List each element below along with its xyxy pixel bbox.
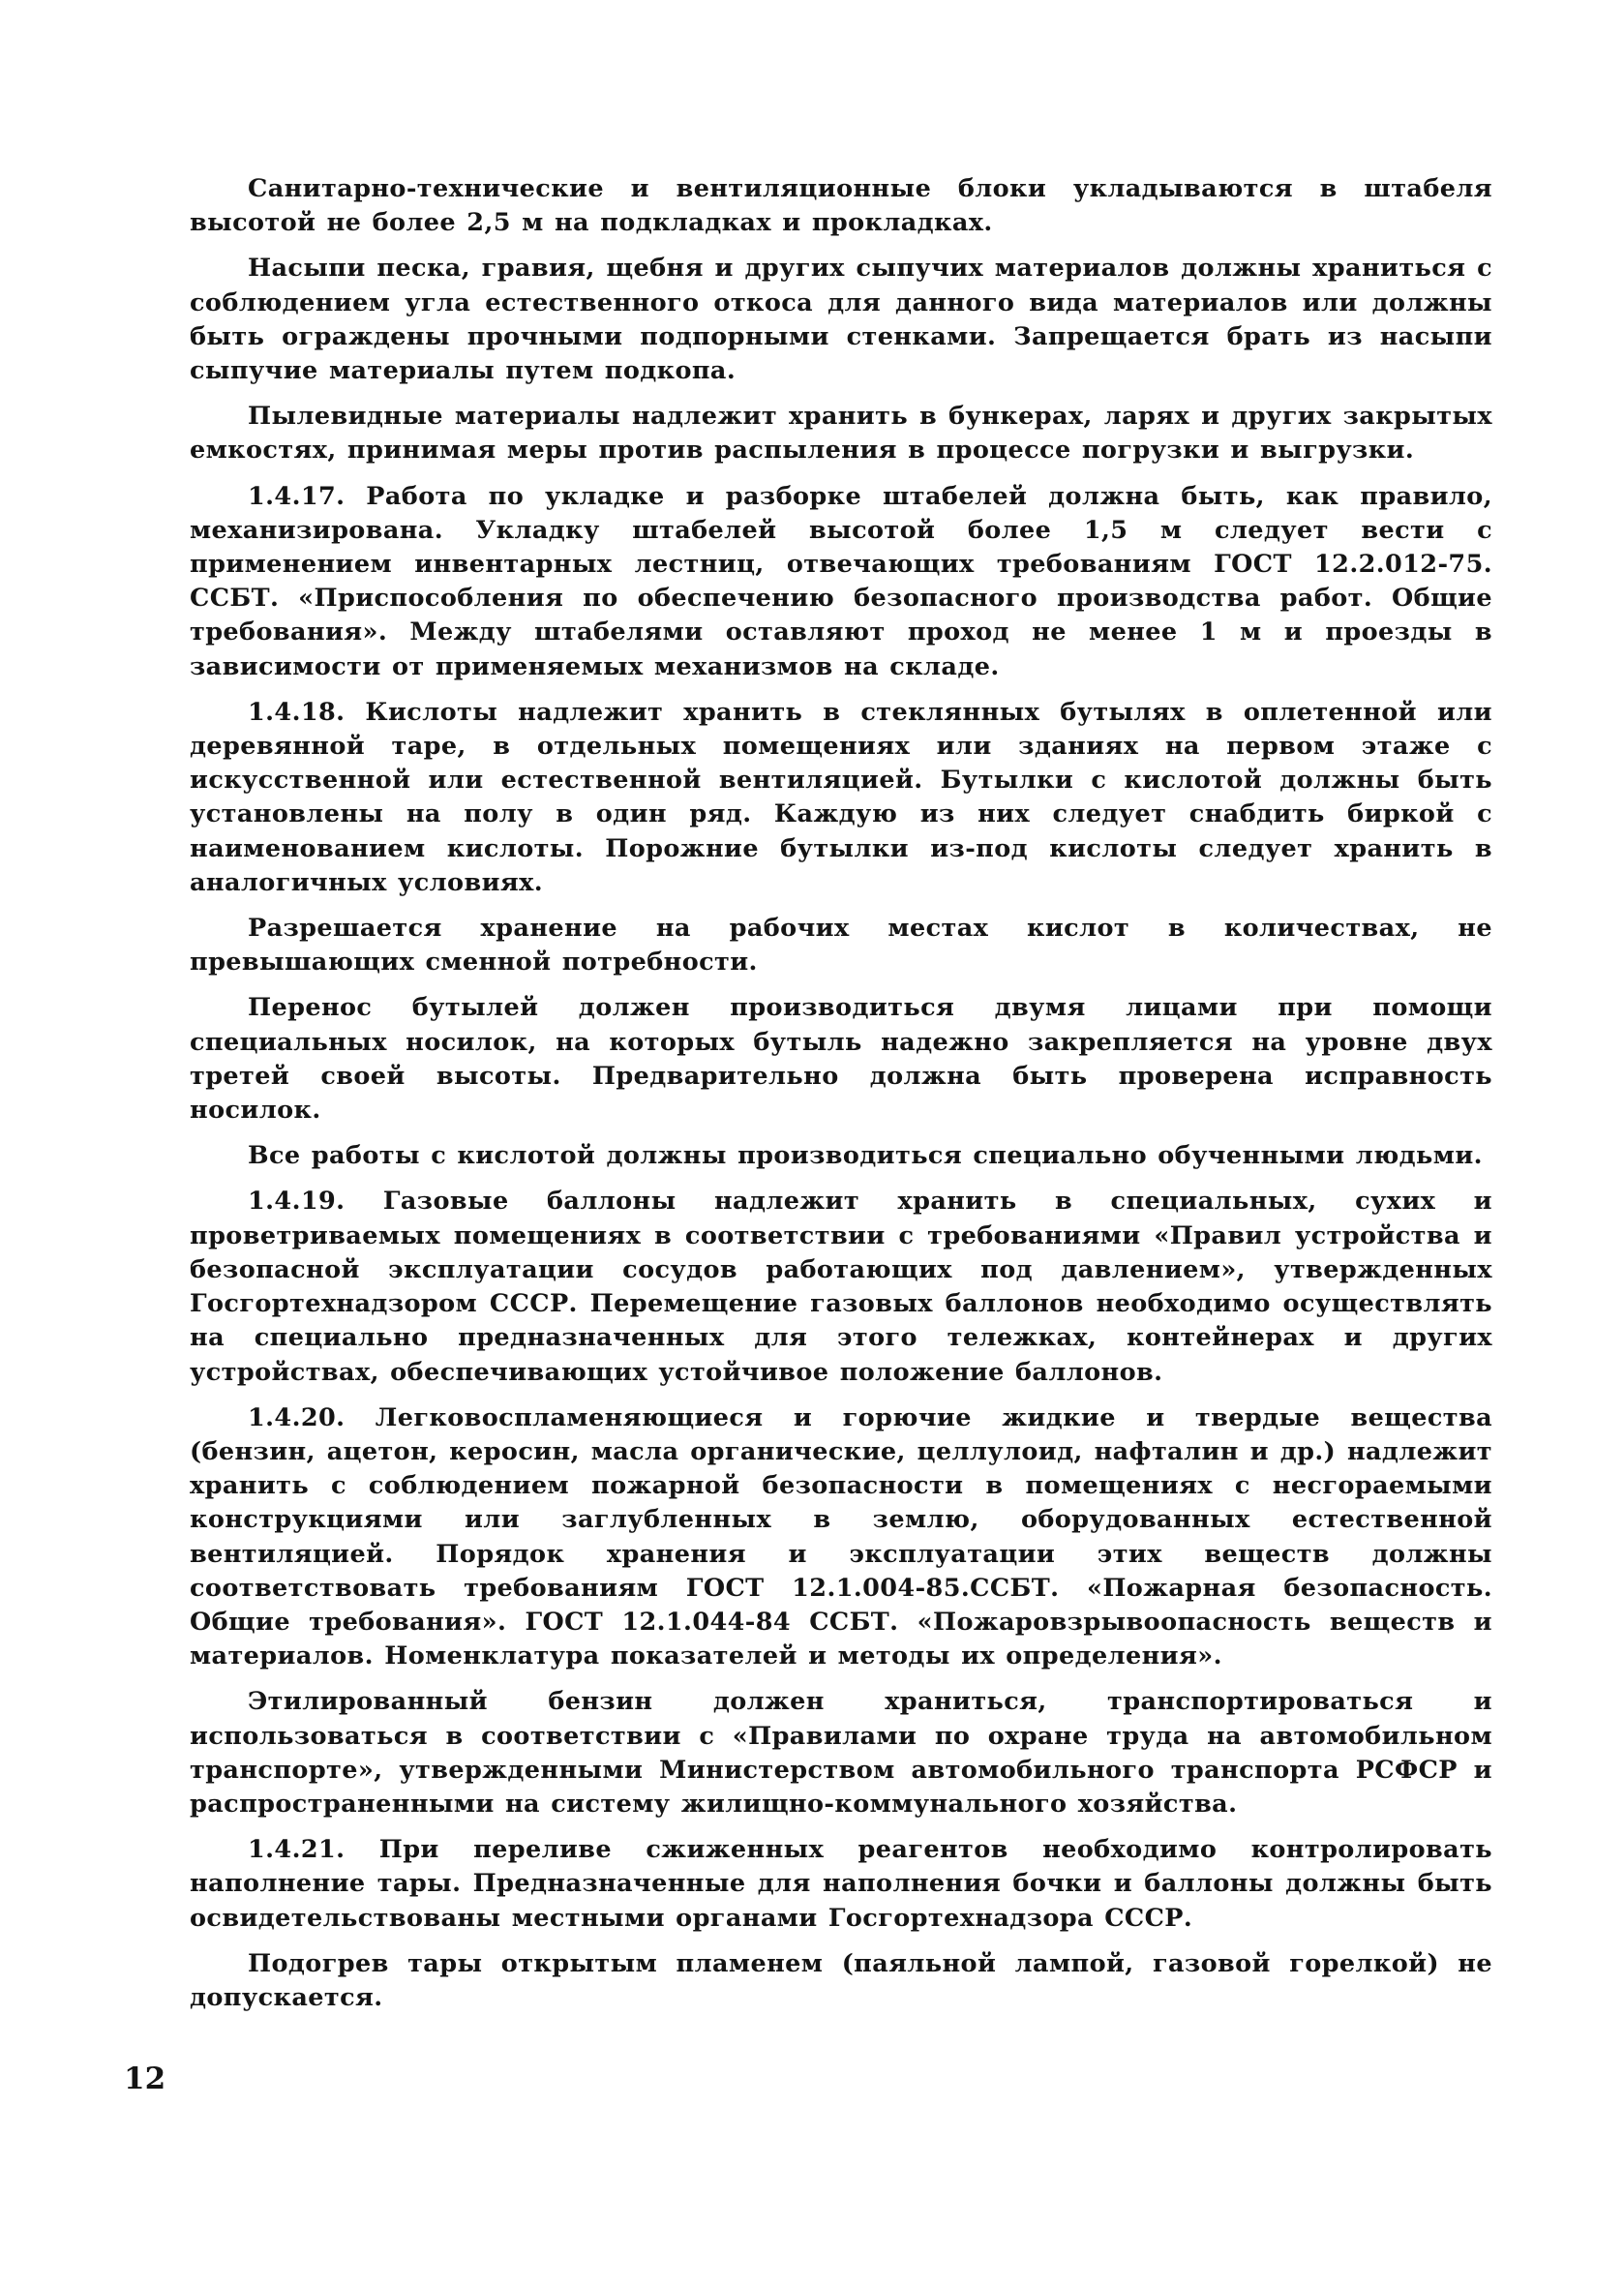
paragraph-1-4-20: 1.4.20. Легковоспламеняющиеся и горючие жидкие и твердые вещества (бензин, ацетон, керосин, масла органические, целлулоид, нафталин и др.) надлежит хранить с соблюдением пожарной безопасности в помещениях с несгораемыми конструкциями или заглубленных в землю, оборудованных естественной вентиляцией. Порядок хранения и эксплуатации этих веществ должны соответствовать требованиям ГОСТ 12.1.004-85.ССБТ. «Пожарная безопасность. Общие требования». ГОСТ 12.1.044-84 ССБТ. «Пожаровзрывоопасность веществ и материалов. Номенклатура показателей и методы их определения».	[190, 1402, 1492, 1671]
paragraph-acid-workers: Все работы с кислотой должны производиться специально обученными людьми.	[248, 1141, 1483, 1171]
document-page	[190, 172, 1492, 2027]
page-number: 12	[124, 2061, 166, 2096]
paragraph-dust-materials: Пылевидные материалы надлежит хранить в бункерах, ларях и других закрытых емкостях, принимая меры против распыления в процессе погрузки и выгрузки.	[190, 402, 1492, 466]
paragraph-sanitary-blocks: Санитарно-технические и вентиляционные блоки укладываются в штабеля высотой не более 2,5 м на подкладках и прокладках.	[190, 174, 1492, 238]
paragraph-container-heating: Подогрев тары открытым пламенем (паяльной лампой, газовой горелкой) не допускается.	[190, 1948, 1492, 2012]
paragraph-bulk-materials: Насыпи песка, гравия, щебня и других сыпучих материалов должны храниться с соблюдением угла естественного откоса для данного вида материалов или должны быть ограждены прочными подпорными стенками. Запрещается брать из насыпи сыпучие материалы путем подкопа.	[190, 254, 1492, 386]
paragraph-1-4-19: 1.4.19. Газовые баллоны надлежит хранить в специальных, сухих и проветриваемых помещениях в соответствии с требованиями «Правил устройства и безопасной эксплуатации сосудов работающих под давлением», утвержденных Госгортехнадзором СССР. Перемещение газовых баллонов необходимо осуществлять на специально предназначенных для этого тележках, контейнерах и других устройствах, обеспечивающих устойчивое положение баллонов.	[190, 1187, 1492, 1387]
paragraph-acid-workplace: Разрешается хранение на рабочих местах кислот в количествах, не превышающих сменной потребности.	[190, 914, 1492, 978]
paragraph-bottle-carrying: Перенос бутылей должен производиться двумя лицами при помощи специальных носилок, на которых бутыль надежно закрепляется на уровне двух третей своей высоты. Предварительно должна быть проверена исправность носилок.	[190, 993, 1492, 1126]
paragraph-1-4-17: 1.4.17. Работа по укладке и разборке штабелей должна быть, как правило, механизирована. Укладку штабелей высотой более 1,5 м следует вести с применением инвентарных лестниц, отвечающих требованиям ГОСТ 12.2.012-75. ССБТ. «Приспособления по обеспечению безопасного производства работ. Общие требования». Между штабелями оставляют проход не менее 1 м и проезды в зависимости от применяемых механизмов на складе.	[190, 481, 1492, 681]
paragraph-leaded-gasoline: Этилированный бензин должен храниться, транспортироваться и использоваться в соответствии с «Правилами по охране труда на автомобильном транспорте», утвержденными Министерством автомобильного транспорта РСФСР и распространенными на систему жилищно-коммунального хозяйства.	[190, 1687, 1492, 1819]
paragraph-1-4-21: 1.4.21. При переливе сжиженных реагентов необходимо контролировать наполнение тары. Предназначенные для наполнения бочки и баллоны должны быть освидетельствованы местными органами Госгортехнадзора СССР.	[190, 1835, 1492, 1933]
paragraph-1-4-18: 1.4.18. Кислоты надлежит хранить в стеклянных бутылях в оплетенной или деревянной таре, в отдельных помещениях или зданиях на первом этаже с искусственной или естественной вентиляцией. Бутылки с кислотой должны быть установлены на полу в один ряд. Каждую из них следует снабдить биркой с наименованием кислоты. Порожние бутылки из-под кислоты следует хранить в аналогичных условиях.	[190, 697, 1492, 897]
